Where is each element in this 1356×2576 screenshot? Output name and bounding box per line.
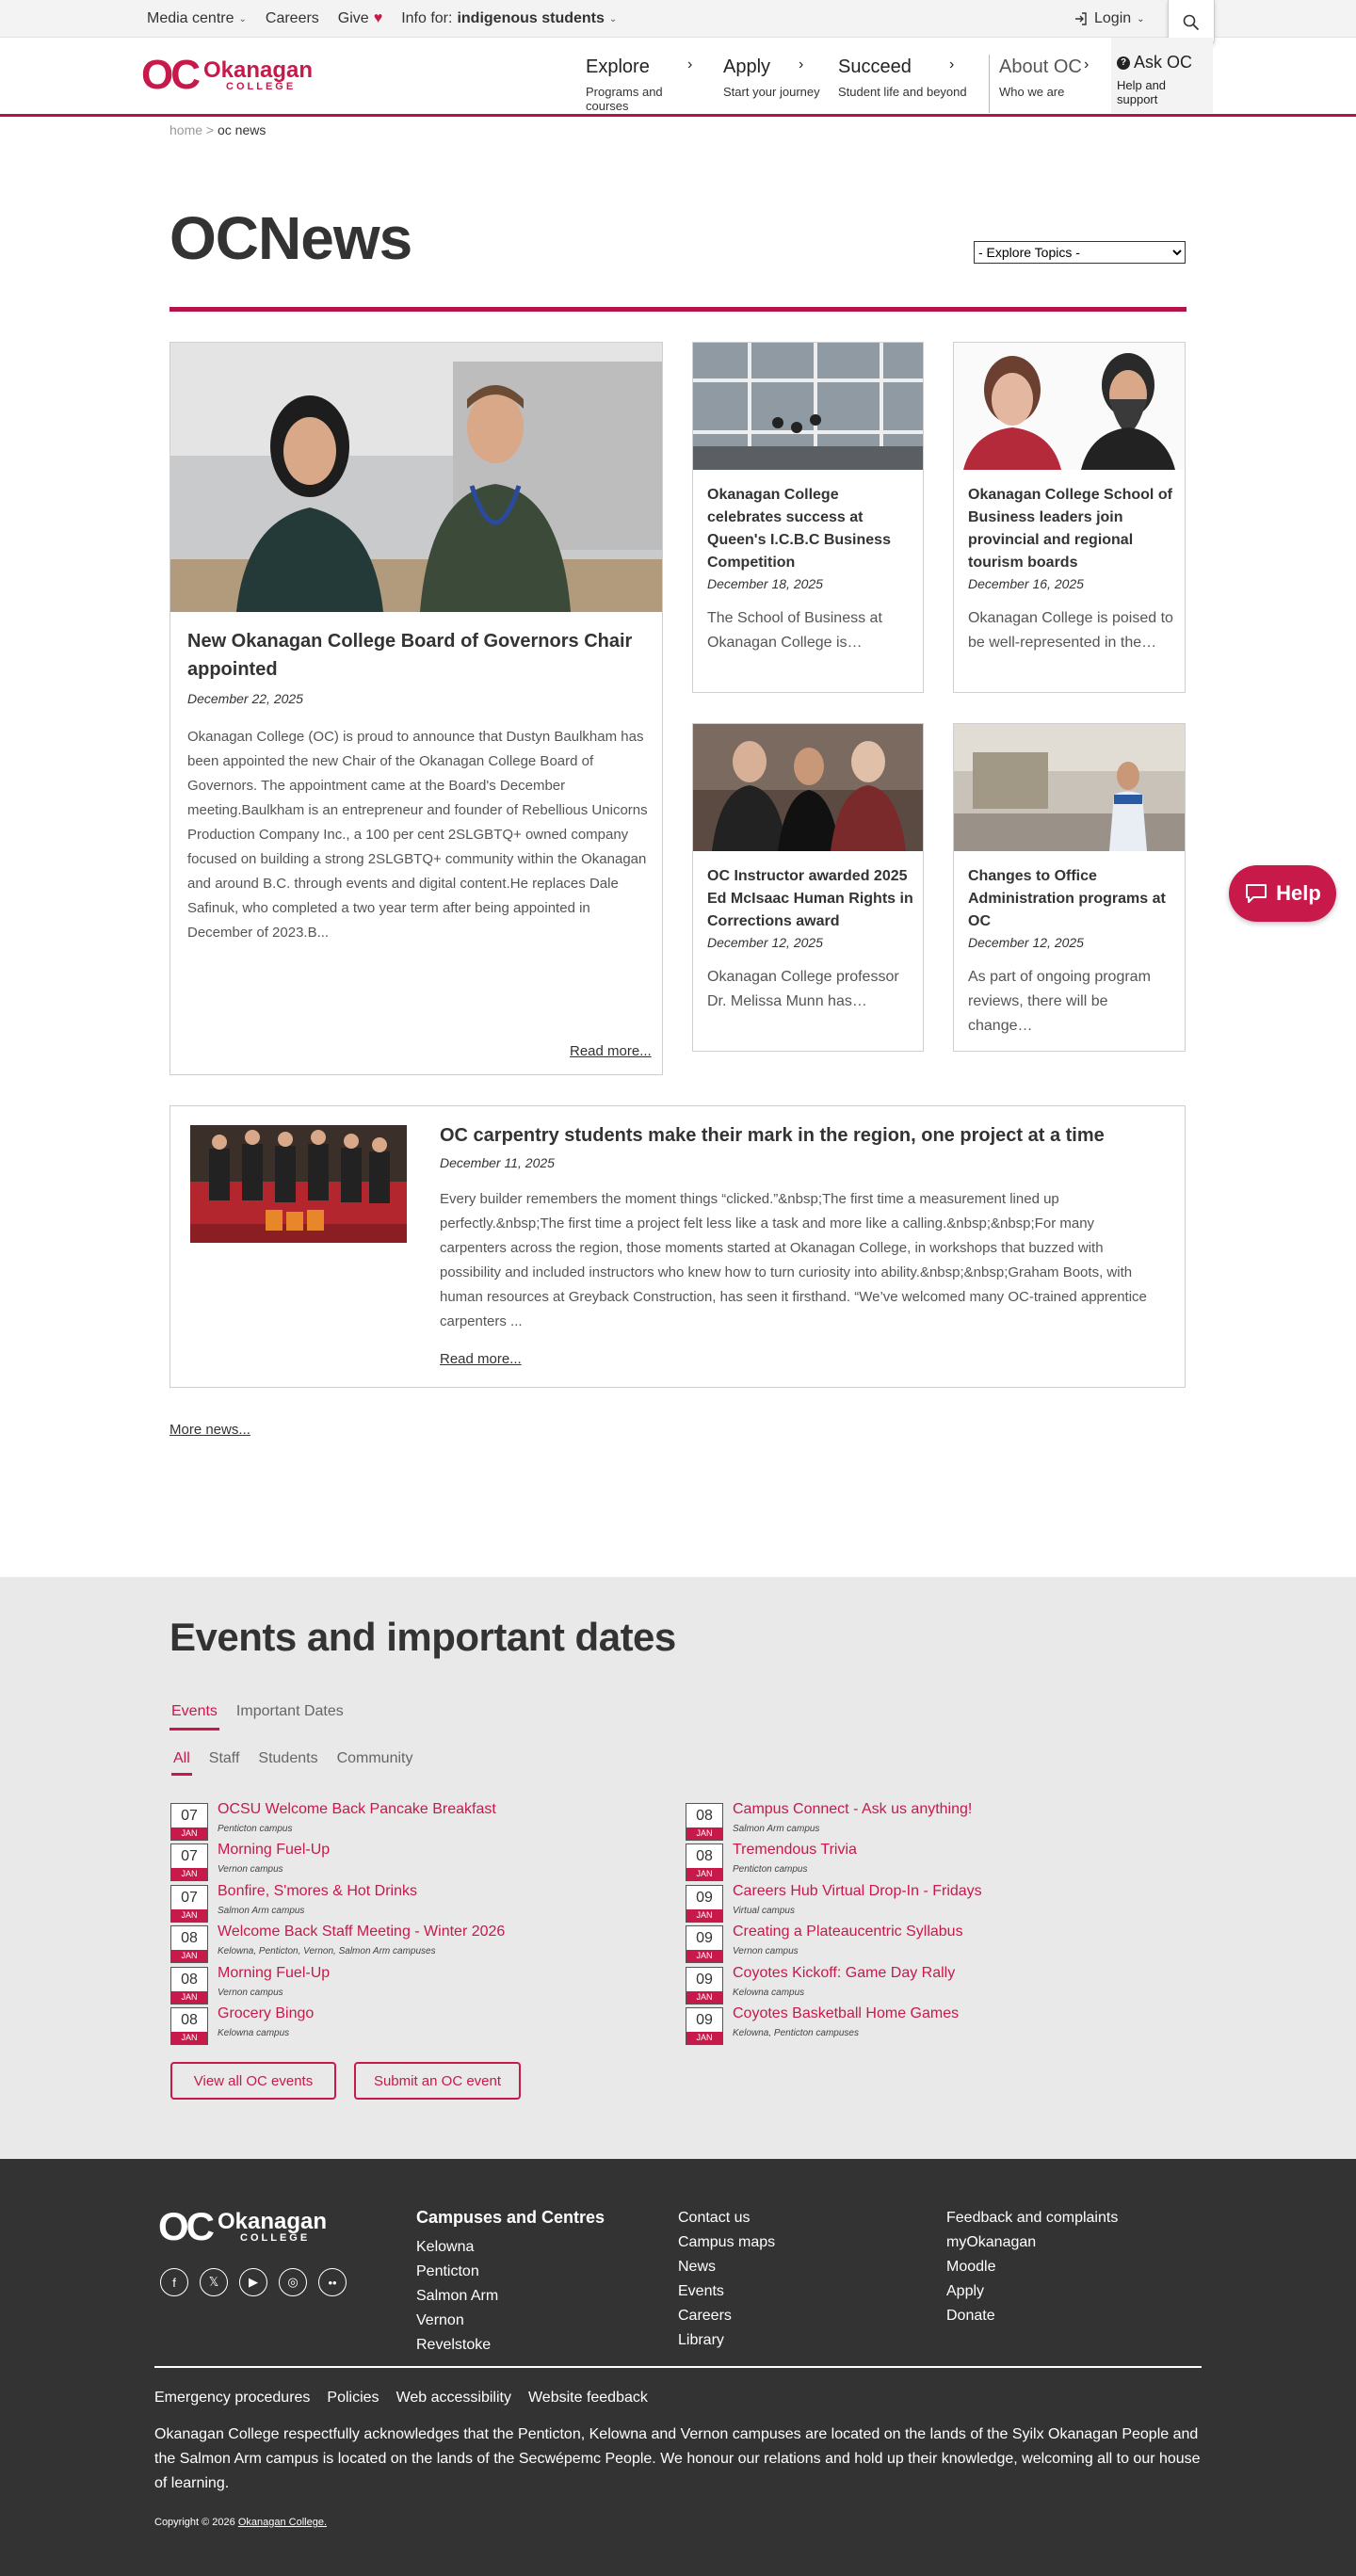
event-item	[686, 1925, 1156, 1966]
login-label: Login	[1094, 10, 1132, 26]
site-logo[interactable]	[141, 52, 314, 98]
event-date-badge	[686, 2007, 723, 2045]
event-title-link[interactable]: Careers Hub Virtual Drop-In - Fridays	[733, 1882, 982, 1899]
footer-logo-name: Okanagan	[218, 2208, 328, 2234]
copyright-text: Copyright © 2026	[154, 2517, 235, 2528]
event-location: Kelowna campus	[733, 1987, 805, 1998]
event-month: JAN	[686, 1909, 722, 1922]
main-header	[0, 38, 1356, 117]
nav-apply-title: Apply	[723, 56, 771, 77]
footer-col-2	[678, 2206, 775, 2353]
event-month: JAN	[686, 1991, 722, 2004]
event-item	[170, 1843, 641, 1884]
news-card-date: December 12, 2025	[707, 935, 823, 950]
featured-news-image	[170, 343, 662, 612]
event-location: Penticton campus	[218, 1824, 293, 1834]
search-icon	[1183, 14, 1200, 31]
event-month: JAN	[171, 1909, 207, 1922]
news-card-date: December 18, 2025	[707, 576, 823, 591]
flickr-icon[interactable]: ••	[318, 2268, 347, 2296]
explore-topics-select[interactable]	[974, 241, 1186, 264]
news-card[interactable]	[692, 723, 924, 1052]
event-title-link[interactable]: Coyotes Kickoff: Game Day Rally	[733, 1964, 956, 1981]
featured-news-body: Okanagan College (OC) is proud to announce that Dustyn Baulkham has been appointed the new Chair of the Okanagan College Board of Governors. The appointment came at the Board's December meeting.Baulkham is an entrepreneur and founder of Rebellious Unicorns Production Company Inc., a 100 per cent 2SLGBTQ+ owned company focused on building a strong 2SLGBTQ+ community within the Okanagan and around B.C. through events and digital content.He replaces Dale Safinuk, who completed a two year term after being appointed in December of 2023.B...	[187, 729, 648, 941]
chevron-down-icon: ⌄	[1137, 13, 1145, 24]
footer-campuses-heading: Campuses and Centres	[416, 2208, 605, 2227]
event-title-link[interactable]: Campus Connect - Ask us anything!	[733, 1801, 973, 1817]
more-news-link[interactable]: More news...	[170, 1422, 250, 1438]
event-day: 08	[181, 1971, 198, 1988]
event-month: JAN	[686, 1827, 722, 1840]
news-card-image	[954, 343, 1185, 470]
event-day: 08	[696, 1848, 713, 1865]
youtube-icon[interactable]: ▶	[239, 2268, 267, 2296]
event-item	[170, 1803, 641, 1843]
event-date-badge	[686, 1885, 723, 1923]
event-day: 09	[696, 2011, 713, 2028]
nav-about[interactable]	[989, 55, 1111, 113]
footer-col-3	[946, 2206, 1118, 2328]
footer-link[interactable]: Library	[678, 2332, 724, 2348]
wide-read-more-link[interactable]: Read more...	[440, 1351, 522, 1367]
footer-link[interactable]: Apply	[946, 2283, 985, 2299]
wide-news-date: December 11, 2025	[440, 1155, 555, 1170]
login-icon	[1074, 11, 1089, 26]
featured-news-date: December 22, 2025	[187, 691, 303, 706]
event-date-badge	[170, 1885, 208, 1923]
footer-link[interactable]: Contact us	[678, 2210, 751, 2226]
event-item	[686, 1843, 1156, 1884]
event-location: Kelowna, Penticton campuses	[733, 2027, 859, 2038]
site-footer	[0, 2159, 1356, 2576]
footer-link[interactable]: Website feedback	[527, 2390, 648, 2406]
event-location: Salmon Arm campus	[733, 1824, 820, 1834]
social-links	[160, 2268, 347, 2296]
breadcrumb-home[interactable]: home	[170, 122, 203, 137]
footer-link[interactable]: Campus maps	[678, 2234, 776, 2250]
events-heading: Events and important dates	[170, 1615, 676, 1659]
footer-link[interactable]: Penticton	[416, 2263, 479, 2279]
footer-link[interactable]: myOkanagan	[946, 2234, 1037, 2250]
event-month: JAN	[686, 1950, 722, 1962]
event-date-badge	[170, 1967, 208, 2004]
nav-apply[interactable]	[723, 55, 838, 113]
news-card-image	[693, 343, 923, 470]
wide-news-card[interactable]	[170, 1105, 1186, 1388]
event-item	[686, 1803, 1156, 1843]
event-day: 08	[696, 1808, 713, 1824]
news-card-excerpt: Okanagan College is poised to be well-represented in the…	[968, 610, 1173, 651]
help-button[interactable]	[1229, 865, 1336, 922]
nav-about-title: About OC	[999, 56, 1082, 77]
wide-news-title[interactable]: OC carpentry students make their mark in the region, one project at a time	[440, 1125, 1105, 1146]
nav-explore-title: Explore	[586, 56, 650, 77]
event-location: Virtual campus	[733, 1905, 795, 1916]
footer-logo-sub: COLLEGE	[240, 2231, 311, 2244]
event-day: 09	[696, 1930, 713, 1947]
events-list-right	[686, 1803, 1156, 2048]
featured-news-title[interactable]: New Okanagan College Board of Governors Chair appointed	[187, 631, 633, 680]
event-day: 08	[181, 2011, 198, 2028]
event-month: JAN	[171, 2032, 207, 2044]
event-item	[170, 1925, 641, 1966]
copyright	[154, 2517, 327, 2528]
event-date-badge	[170, 1843, 208, 1881]
news-card[interactable]	[692, 342, 924, 693]
news-card-image	[693, 724, 923, 851]
title-divider	[170, 307, 1186, 312]
x-twitter-icon[interactable]: 𝕏	[200, 2268, 228, 2296]
event-date-badge	[170, 2007, 208, 2045]
tab-events[interactable]: Events	[170, 1699, 219, 1731]
event-location: Penticton campus	[733, 1864, 808, 1876]
event-title-link[interactable]: Morning Fuel-Up	[218, 1964, 331, 1981]
nav-apply-sub: Start your journey	[723, 85, 820, 99]
media-centre-label: Media centre	[147, 10, 234, 26]
event-title-link[interactable]: Creating a Plateaucentric Syllabus	[733, 1924, 963, 1940]
logo-name: Okanagan	[203, 56, 314, 83]
chevron-right-icon: ›	[949, 56, 955, 72]
tab-important-dates[interactable]: Important Dates	[235, 1703, 344, 1719]
footer-logo-mark: OC	[158, 2204, 212, 2248]
footer-link[interactable]: Emergency procedures	[154, 2390, 311, 2406]
news-card-title[interactable]: OC Instructor awarded 2025 Ed McIsaac Human Rights in Corrections award	[707, 868, 913, 929]
ask-oc-button[interactable]	[1111, 38, 1213, 113]
give-link[interactable]	[338, 10, 382, 27]
copyright-link[interactable]: Okanagan College.	[237, 2517, 328, 2528]
utility-bar	[0, 0, 1356, 38]
featured-news-card[interactable]	[170, 342, 663, 1075]
submit-event-button[interactable]: Submit an OC event	[354, 2062, 521, 2100]
give-label: Give	[337, 10, 369, 26]
filter-staff[interactable]: Staff	[208, 1750, 240, 1766]
news-card-date: December 12, 2025	[968, 935, 1084, 950]
question-icon: ?	[1117, 56, 1130, 70]
event-item	[170, 2004, 641, 2048]
event-day: 08	[181, 1930, 198, 1947]
land-acknowledgement: Okanagan College respectfully acknowledges that the Penticton, Kelowna and Vernon campuses are located on the lands of the Syilx Okanagan People and the Salmon Arm campus is located on the lands of the Secwépemc People. We honour our relations and hold up their knowledge, welcoming all to our house of learning.	[154, 2426, 1201, 2491]
event-title-link[interactable]: Morning Fuel-Up	[218, 1842, 331, 1859]
ask-oc-title: Ask OC	[1134, 53, 1193, 72]
filter-all[interactable]: All	[171, 1747, 192, 1776]
ask-oc-sub: Help and support	[1117, 78, 1167, 106]
event-day: 09	[696, 1889, 713, 1906]
events-filters	[171, 1747, 414, 1776]
info-for-menu[interactable]	[401, 10, 617, 27]
footer-link[interactable]: Policies	[327, 2390, 379, 2406]
news-card-title[interactable]: Okanagan College School of Business leaders join provincial and regional tourism boards	[968, 487, 1172, 571]
event-date-badge	[170, 1925, 208, 1963]
event-month: JAN	[171, 1827, 207, 1840]
event-date-badge	[686, 1967, 723, 2004]
footer-link[interactable]: Kelowna	[416, 2239, 475, 2255]
event-month: JAN	[171, 1991, 207, 2004]
logo-mark: OC	[141, 52, 198, 98]
nav-succeed[interactable]	[838, 55, 989, 113]
events-tabs	[170, 1699, 346, 1731]
footer-link[interactable]: Moodle	[946, 2259, 996, 2275]
event-day: 07	[181, 1808, 198, 1824]
footer-link[interactable]: Careers	[678, 2308, 732, 2324]
news-card-excerpt: Okanagan College professor Dr. Melissa Munn has…	[707, 969, 899, 1009]
nav-explore[interactable]	[586, 55, 723, 113]
news-card-image	[954, 724, 1185, 851]
event-month: JAN	[686, 1868, 722, 1880]
event-item	[170, 1964, 641, 2007]
careers-link[interactable]: Careers	[265, 10, 319, 26]
event-location: Vernon campus	[218, 1987, 283, 1998]
event-title-link[interactable]: Grocery Bingo	[218, 2004, 315, 2021]
event-location: Salmon Arm campus	[218, 1905, 305, 1916]
logo-sub: COLLEGE	[226, 80, 297, 92]
footer-link[interactable]: News	[678, 2259, 717, 2275]
footer-link[interactable]: Revelstoke	[416, 2337, 492, 2353]
event-title-link[interactable]: Coyotes Basketball Home Games	[733, 2004, 960, 2021]
footer-link[interactable]: Vernon	[416, 2312, 464, 2328]
event-item	[686, 1882, 1156, 1925]
event-day: 07	[181, 1889, 198, 1906]
footer-link[interactable]: Donate	[946, 2308, 995, 2324]
event-day: 09	[696, 1971, 713, 1988]
filter-students[interactable]: Students	[258, 1750, 318, 1766]
events-section	[0, 1577, 1356, 2159]
events-list-left	[170, 1803, 641, 2048]
info-for-prefix: Info for:	[401, 10, 453, 26]
news-card-title[interactable]: Okanagan College celebrates success at Queen's I.C.B.C Business Competition	[707, 487, 891, 571]
view-all-events-button[interactable]: View all OC events	[170, 2062, 336, 2100]
media-centre-menu[interactable]	[147, 10, 247, 27]
footer-link[interactable]: Web accessibility	[396, 2390, 511, 2406]
event-title-link[interactable]: Bonfire, S'mores & Hot Drinks	[218, 1882, 418, 1899]
event-location: Kelowna campus	[218, 2027, 290, 2038]
event-item	[686, 2004, 1156, 2048]
event-month: JAN	[171, 1950, 207, 1962]
primary-nav	[586, 55, 1111, 113]
chevron-right-icon: ›	[687, 56, 693, 72]
facebook-icon[interactable]: f	[160, 2268, 188, 2296]
footer-logo[interactable]	[158, 2204, 328, 2248]
chevron-down-icon: ⌄	[608, 13, 618, 24]
footer-campuses	[416, 2208, 605, 2358]
event-title-link[interactable]: Tremendous Trivia	[733, 1842, 857, 1859]
footer-bottom-links	[154, 2390, 648, 2407]
news-card-date: December 16, 2025	[968, 576, 1084, 591]
nav-succeed-sub: Student life and beyond	[838, 85, 967, 99]
event-item	[170, 1882, 641, 1925]
breadcrumb	[170, 122, 266, 137]
news-card-excerpt: As part of ongoing program reviews, there will be change…	[968, 969, 1151, 1034]
news-card[interactable]	[953, 723, 1186, 1052]
event-location: Vernon campus	[218, 1864, 283, 1876]
instagram-icon[interactable]: ◎	[279, 2268, 307, 2296]
event-date-badge	[686, 1925, 723, 1963]
filter-community[interactable]: Community	[336, 1750, 413, 1766]
nav-explore-sub: Programs and courses	[586, 85, 663, 113]
chevron-right-icon: ›	[1084, 56, 1090, 72]
featured-read-more-link[interactable]: Read more...	[570, 1043, 652, 1059]
event-date-badge	[686, 1803, 723, 1841]
news-card-title[interactable]: Changes to Office Administration programs at OC	[968, 868, 1166, 929]
event-location: Kelowna, Penticton, Vernon, Salmon Arm campuses	[218, 1946, 436, 1957]
event-title-link[interactable]: OCSU Welcome Back Pancake Breakfast	[218, 1801, 496, 1817]
nav-about-sub: Who we are	[999, 85, 1065, 99]
heart-icon: ♥	[373, 10, 383, 26]
event-date-badge	[170, 1803, 208, 1841]
chevron-down-icon: ⌄	[238, 13, 247, 24]
breadcrumb-current: oc news	[218, 122, 266, 137]
footer-link[interactable]: Salmon Arm	[416, 2288, 499, 2304]
event-month: JAN	[171, 1868, 207, 1880]
news-card-excerpt: The School of Business at Okanagan College is…	[707, 610, 882, 651]
footer-link[interactable]: Feedback and complaints	[946, 2210, 1119, 2226]
event-item	[686, 1964, 1156, 2007]
help-label: Help	[1276, 881, 1321, 905]
event-location: Vernon campus	[733, 1946, 799, 1957]
nav-succeed-title: Succeed	[838, 56, 912, 77]
info-for-value: indigenous students	[457, 10, 605, 26]
event-date-badge	[686, 1843, 723, 1881]
chat-icon	[1244, 883, 1268, 904]
page-title: OCNews	[170, 204, 412, 272]
login-menu[interactable]	[1074, 0, 1145, 38]
event-month: JAN	[686, 2032, 722, 2044]
footer-divider	[154, 2366, 1202, 2368]
wide-news-image	[190, 1125, 407, 1243]
event-day: 07	[181, 1848, 198, 1865]
footer-link[interactable]: Events	[678, 2283, 724, 2299]
wide-news-body: Every builder remembers the moment things “clicked.”&nbsp;The first time a measurement lined up perfectly.&nbsp;The first time a project felt less like a task and more like a calling.&nbsp;&nbsp;For many carpenters across the region, those moments started at Okanagan College, in workshops that buzzed with possibility and included instructors who knew how to turn curiosity into ability.&nbsp;&nbsp;Graham Boots, with human resources at Greyback Construction, has seen it firsthand. “We’ve welcomed many OC-trained apprentice carpenters ...	[440, 1191, 1147, 1329]
breadcrumb-separator: >	[205, 122, 215, 137]
event-title-link[interactable]: Welcome Back Staff Meeting - Winter 2026	[218, 1924, 506, 1940]
chevron-right-icon: ›	[799, 56, 804, 72]
news-card[interactable]	[953, 342, 1186, 693]
